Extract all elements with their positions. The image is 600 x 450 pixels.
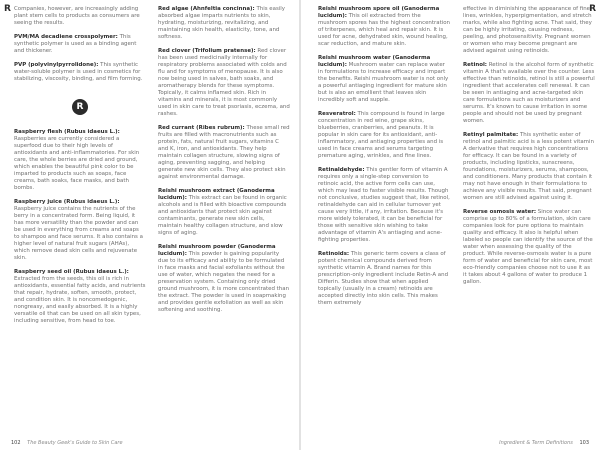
glossary-entry [14, 34, 146, 55]
glossary-definition: This easily absorbed algae imparts nutrients to skin, hydrating, moisturizing, revitalizing, and maintaining skin health, elasticity, tone, and softness. [158, 6, 286, 40]
glossary-term: Retinyl palmitate: [463, 132, 519, 138]
glossary-definition: Red clover has been used medicinally internally for respiratory problems associated with colds and flu and for symptoms of menopause. It is also now being used in salves, bath soaks, and aromatherapy blends for these symptoms. Topically, it calms inflamed skin. Rich in vitamins and minerals, it is most commonly used in skin care to treat psoriasis, eczema, and rashes. [158, 48, 290, 117]
glossary-definition: Raspberry juice contains the nutrients of the berry in a concentrated form. Being liquid, it has more versatility than the powder and can be used in everything from creams and soaps to shampoo and face serums. It also contains a higher level of natural fruit sugars (AHAs), which remove dead skin cells and rejuvenate skin. [14, 206, 143, 261]
glossary-entry [158, 48, 290, 118]
glossary-term: Red algae (Ahnfeltia concinna): [158, 6, 255, 12]
glossary-definition: This oil extracted from the mushroom spores has the highest concentration of triterpenes, which heal and repair skin. It is used for acne, dehydrated skin, wound healing, scar reduction, and mature skin. [318, 13, 450, 47]
glossary-term: Raspberry juice (Rubus idaeus L.): [14, 199, 120, 205]
text-column-3 [318, 6, 450, 314]
glossary-definition: This compound is found in large concentration in red wine, grape skins, blueberries, cranberries, and peanuts. It is popular in skin care for its antioxidant, anti-inflammatory, and antiaging properties and is used in face creams and serums targeting premature aging, wrinkles, and fine lines. [318, 111, 445, 159]
chapter-title: Ingredient & Term Definitions [499, 440, 573, 446]
glossary-definition: This synthetic polymer is used as a binding agent and thickener. [14, 34, 137, 54]
glossary-term: PVP (polyvinylpyrrolidone): [14, 62, 99, 68]
glossary-definition: Companies, however, are increasingly adding plant stem cells to products as consumers are seeing the results. [14, 6, 140, 26]
glossary-entry [158, 125, 290, 181]
right-page-number: 103 [579, 440, 589, 446]
glossary-entry [14, 129, 146, 192]
glossary-definition: Since water can comprise up to 80% of a formulation, skin care companies look for pure options to maintain quality and efficacy. It also is helpful when labeled so people can identify the source of the water when assessing the quality of the product. While reverse-osmosis water is a pure form of water and beneficial for skin care, most eco-friendly companies choose not to use it as it takes about 4 gallons of water to produce 1 gallon. [463, 209, 593, 285]
glossary-term: Red clover (Trifolium pratense): [158, 48, 256, 54]
text-column-4 [463, 6, 595, 293]
glossary-term: Raspberry seed oil (Rubus idaeus L.): [14, 269, 129, 275]
glossary-definition: Retinol is the alcohol form of synthetic vitamin A that's available over the counter. Less effective than retinoids, retinol is still a powerful ingredient that accelerates cell renewal. It can be seen in antiaging and acne-targeted skin care formulations such as moisturizers and serums. It's known to cause irritation in some people and should not be used by pregnant women. [463, 62, 595, 124]
glossary-entry [14, 62, 146, 83]
section-letter-badge: R [72, 99, 88, 115]
glossary-definition: This synthetic water-soluble polymer is used in cosmetics for stabilizing, viscosity, binding, and film forming. [14, 62, 143, 82]
glossary-entry [158, 6, 290, 41]
glossary-definition: This gentler form of vitamin A requires only a single-step conversion to retinoic acid, the active form cells can use, which may lead to faster visible results. Though not conclusive, studies suggest that, like retinol, retinaldehyde can aid in cellular turnover yet cause very little, if any, irritation. Because it's more widely tolerated, it can be beneficial for those with sensitive skin wishing to take advantage of vitamin A's antiaging and acne-fighting properties. [318, 167, 450, 243]
text-column-1 [14, 6, 146, 332]
glossary-term: Retinol: [463, 62, 487, 68]
glossary-entry [318, 55, 450, 104]
glossary-entry [318, 251, 450, 307]
glossary-definition: This synthetic ester of retinol and palmitic acid is a less potent vitamin A derivative that requires high concentrations for efficacy. It can be found in a variety of products, including lipsticks, sunscreens, foundations, moisturizers, serums, shampoos, and conditioners. Many products that contain it may not have enough in their formulations to achieve any visible results. That said, pregnant women are still advised against using it. [463, 132, 594, 201]
glossary-definition: Extracted from the seeds, this oil is rich in antioxidants, essential fatty acids, and nutrients that repair, hydrate, soften, smooth, protect, and condition skin. It is noncomedogenic, nongreasy, and easily absorbed. It is a highly versatile oil that can be used on all skin types, including sensitive, from head to toe. [14, 276, 146, 324]
glossary-entry [463, 6, 595, 55]
glossary-definition: This generic term covers a class of potent chemical compounds derived from synthetic vitamin A. Brand names for this prescription-only ingredient include Retin-A and Differin. Studies show that when applied topically (usually in a cream) retinoids are accepted directly into skin cells. This makes them extremely [318, 251, 449, 306]
glossary-term: Reishi mushroom spore oil (Ganoderma lucidum): [318, 6, 440, 19]
glossary-term: Resveratrol: [318, 111, 356, 117]
glossary-entry [158, 244, 290, 314]
glossary-term: Reishi mushroom powder (Ganoderma lucidum): [158, 244, 276, 257]
glossary-term: Reishi mushroom water (Ganoderma lucidum): [318, 55, 431, 68]
glossary-entry [14, 6, 146, 27]
left-page-number: 102 [11, 440, 21, 446]
glossary-entry [14, 199, 146, 262]
glossary-entry [318, 167, 450, 244]
glossary-entry [14, 269, 146, 325]
glossary-term: PVM/MA decadiene crosspolymer: [14, 34, 118, 40]
glossary-entry [158, 188, 290, 237]
left-page-footer [6, 440, 123, 446]
glossary-term: Retinaldehyde: [318, 167, 365, 173]
glossary-definition: These small red fruits are filled with macronutrients such as protein, fats, natural fruit sugars, vitamins C and K, iron, and antioxidants. They help maintain collagen structure, slowing signs of aging, preventing sagging, and helping generate new skin cells. They also protect skin against environmental damage. [158, 125, 290, 180]
book-title: The Beauty Geek's Guide to Skin Care [27, 440, 123, 446]
glossary-entry [318, 111, 450, 160]
glossary-term: Reishi mushroom extract (Ganoderma lucidum): [158, 188, 275, 201]
left-page-letter-marker: R [4, 4, 11, 14]
glossary-term: Retinoids: [318, 251, 350, 257]
glossary-entry [463, 132, 595, 202]
glossary-definition: Raspberries are currently considered a superfood due to their high levels of antioxidants and anti-inflammatories. For skin care, the whole berries are dried and ground, which enables the beautiful pink color to be imparted to products such as soaps, face creams, bath soaks, face masks, and bath bombs. [14, 136, 140, 191]
glossary-definition: This powder is gaining popularity due to its efficacy and ability to be formulated in face masks and facial exfoliants without the use of water, which negates the need for a preservation system. Containing only dried ground mushroom, it is more concentrated than the extract. The powder is used in soapmaking and provides gentle exfoliation as well as skin softening and soothing. [158, 251, 290, 313]
glossary-definition: Mushroom water can replace water in formulations to increase efficacy and impart the benefits. Reishi mushroom water is not only a powerful antiaging ingredient for mature skin but is also an emollient that leaves skin incredibly soft and supple. [318, 62, 449, 103]
page-gutter [299, 0, 301, 450]
glossary-entry [463, 209, 595, 286]
right-page-letter-marker: R [589, 4, 596, 14]
glossary-entry [318, 6, 450, 48]
glossary-definition: effective in diminishing the appearance of fine lines, wrinkles, hyperpigmentation, and stretch marks, while also fighting acne. That said, they can be highly irritating, causing redness, peeling, and photosensitivity. Pregnant women or women who may become pregnant are advised against using retinoids. [463, 6, 592, 54]
glossary-definition: This extract can be found in organic alcohols and is filled with bioactive compounds and antioxidants that protect skin against contaminants, generate new skin cells, maintain healthy collagen structure, and slow signs of aging. [158, 195, 287, 236]
glossary-term: Reverse osmosis water: [463, 209, 537, 215]
glossary-term: Red currant (Ribes rubrum): [158, 125, 245, 131]
right-page-footer [499, 440, 594, 446]
glossary-term: Raspberry flesh (Rubus idaeus L.): [14, 129, 120, 135]
glossary-entry [463, 62, 595, 125]
text-column-2 [158, 6, 290, 321]
